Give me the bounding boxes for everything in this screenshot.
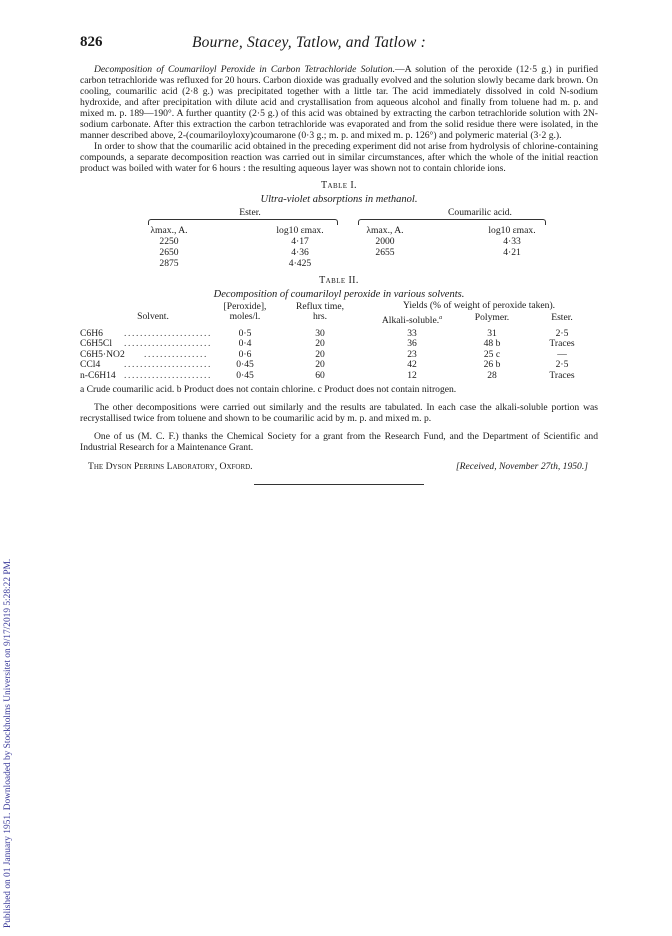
table2-cell-alkali: 36 — [407, 338, 417, 350]
table1-group-acid: Coumarilic acid. — [448, 207, 512, 218]
table1-cell: 4·21 — [503, 247, 521, 258]
table2 — [80, 302, 598, 380]
table2-footnote: a Crude coumarilic acid. b Product does not contain chlorine. c Product does not contain nitrogen. — [80, 384, 457, 395]
table2-header-peroxide: [Peroxide], moles/l. — [223, 301, 267, 322]
laboratory-address: The Dyson Perrins Laboratory, Oxford. — [88, 461, 253, 472]
running-head: Bourne, Stacey, Tatlow, and Tatlow : — [192, 34, 426, 51]
signoff — [80, 461, 598, 472]
table2-cell-ester: 2·5 — [555, 328, 569, 339]
table1-cell: 2875 — [159, 258, 179, 269]
table1-col-lambda: λmax., A. — [366, 225, 404, 236]
table2-cell-polymer: 26 b — [483, 359, 501, 371]
article-body — [80, 64, 598, 485]
table1-cell: 4·33 — [503, 236, 521, 247]
table1-col-lambda: λmax., A. — [150, 225, 188, 236]
table2-cell-ester: — — [557, 348, 567, 360]
table2-header-alkali-text: Alkali-soluble. — [381, 315, 440, 327]
table2-header-solvent: Solvent. — [137, 311, 169, 322]
paragraph-2: In order to show that the coumarilic acid obtained in the preceding experiment did not arise from hydrolysis of chlorine-containing compounds, a separate decomposition reaction was carried out in similar circumstances, after which the whole of the initial reaction product was boiled with water for 6 hours : the resulting aqueous layer was shown not to contain chloride ions. — [80, 141, 598, 174]
table2-cell-polymer: 31 — [487, 328, 497, 339]
table1-cell: 4·425 — [288, 258, 312, 269]
table2-row-solvent: C6H6 — [80, 328, 103, 339]
table2-cell-ester: Traces — [549, 338, 575, 350]
table2-row-solvent: n-C6H14 — [80, 369, 116, 381]
paragraph-4: One of us (M. C. F.) thanks the Chemical Society for a grant from the Research Fund, and the Department of Scientific and Industrial Research for a Maintenance Grant. — [80, 431, 598, 453]
table2-cell-ester: Traces — [549, 369, 575, 381]
table2-header-alkali-mark: a — [439, 315, 443, 321]
table2-header-reflux: Reflux time, hrs. — [296, 301, 344, 322]
table2-header-polymer: Polymer. — [474, 312, 510, 323]
table2-header-yields: Yields (% of weight of peroxide taken). — [402, 300, 556, 311]
table2-cell-reflux: 20 — [315, 348, 325, 360]
table2-cell-alkali: 33 — [407, 328, 417, 339]
table2-leader-dots: ...................... — [124, 359, 212, 371]
table1-group-ester: Ester. — [239, 207, 261, 218]
table1-col-log: log10 εmax. — [488, 225, 536, 236]
table1-cell: 4·17 — [291, 236, 309, 247]
page-header — [80, 34, 600, 54]
paragraph-1-title: Decomposition of Coumariloyl Peroxide in Carbon Tetrachloride Solution. — [94, 64, 395, 75]
table1-acid-log-col — [472, 225, 552, 258]
table2-cell-reflux: 60 — [315, 369, 325, 381]
table1-cell: 4·36 — [291, 247, 309, 258]
table2-cell-reflux: 20 — [315, 338, 325, 350]
received-date: [Received, November 27th, 1950.] — [455, 461, 588, 472]
table2-cell-polymer: 25 c — [483, 348, 501, 360]
paragraph-3: The other decompositions were carried out similarly and the results are tabulated. In each case the alkali-soluble portion was recrystallised twice from toluene and shown to be coumarilic acid by m. p. and mixed m. p. — [80, 402, 598, 424]
table2-cell-polymer: 48 b — [483, 338, 501, 350]
paragraph-1 — [80, 64, 598, 141]
table2-cell-alkali: 42 — [407, 359, 417, 371]
end-rule — [254, 484, 424, 485]
table2-caption: Decomposition of coumariloyl peroxide in various solvents. — [213, 289, 465, 300]
table1-cell: 2655 — [375, 247, 395, 258]
table2-header-alkali — [372, 313, 452, 326]
table1-col-log: log10 εmax. — [276, 225, 324, 236]
table2-leader-dots: ...................... — [124, 328, 212, 339]
table2-cell-reflux: 20 — [315, 359, 325, 371]
table1-cell: 2650 — [159, 247, 179, 258]
table2-row-solvent: C6H5Cl — [80, 338, 112, 350]
table2-cell-alkali: 12 — [407, 369, 417, 381]
table2-row-solvent: C6H5·NO2 — [80, 348, 125, 360]
table2-cell-peroxide: 0·6 — [238, 348, 252, 360]
table2-header-ester: Ester. — [551, 312, 573, 323]
table2-cell-alkali: 23 — [407, 348, 417, 360]
table2-cell-reflux: 30 — [315, 328, 325, 339]
table2-cell-ester: 2·5 — [555, 359, 569, 371]
table1-cell: 2000 — [375, 236, 395, 247]
table2-cell-peroxide: 0·5 — [238, 328, 252, 339]
table1-acid-lambda-col — [350, 225, 420, 258]
table1-ester-lambda-col — [134, 225, 204, 269]
table1-caption: Ultra-violet absorptions in methanol. — [260, 194, 418, 205]
table2-label: Table II. — [319, 275, 359, 286]
table1-ester-log-col — [260, 225, 340, 269]
table2-cell-peroxide: 0·4 — [238, 338, 252, 350]
table2-cell-peroxide: 0·45 — [236, 369, 254, 381]
table1 — [80, 207, 598, 269]
table1-cell: 2250 — [159, 236, 179, 247]
table2-leader-dots: ................ — [144, 348, 208, 360]
table2-cell-polymer: 28 — [487, 369, 497, 381]
table2-cell-peroxide: 0·45 — [236, 359, 254, 371]
table2-leader-dots: ...................... — [124, 369, 212, 381]
table2-row-solvent: CCl4 — [80, 359, 101, 371]
page-number: 826 — [80, 34, 103, 50]
table2-leader-dots: ...................... — [124, 338, 212, 350]
table1-label: Table I. — [321, 180, 357, 191]
download-watermark: Published on 01 January 1951. Downloaded by Stockholms Universitet on 9/17/2019 5:28:22 PM. — [3, 558, 13, 928]
paragraph-1-body: —A solution of the peroxide (12·5 g.) in purified carbon tetrachloride was refluxed for 20 hours. Carbon dioxide was gradually evolved and the solution slowly became dark brown. On cooling, coumarilic acid (2·8 g.) was precipitated together with a little tar. The acid immediately dissolved in cold N-sodium hydroxide, and after precipitation with dilute acid and crystallisation from aqueous alcohol and finally from toluene had m. p. and mixed m. p. 189—190°. A further quantity (2·5 g.) of this acid was obtained by extracting the carbon tetrachloride solution with 2N-sodium carbonate. After this extraction the carbon tetrachloride was evaporated and from the solid residue there were isolated, in the manner described above, 2-(coumariloyloxy)coumarone (0·3 g.; m. p. and mixed m. p. 126°) and polymeric material (3·2 g.). — [80, 64, 598, 141]
